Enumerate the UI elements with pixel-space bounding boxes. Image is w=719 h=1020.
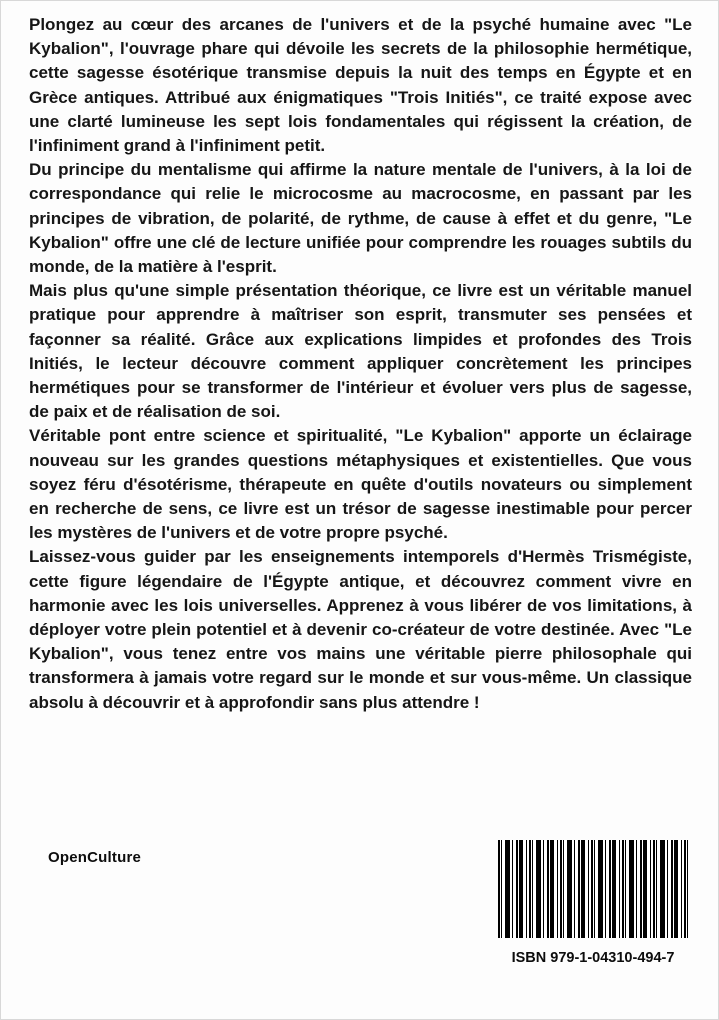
- synopsis-paragraph-1: Plongez au cœur des arcanes de l'univers et de la psyché humaine avec "Le Kybalion", l'ouvrage phare qui dévoile les secrets de la philosophie hermétique, cette sagesse ésotérique transmise depuis la nuit des temps en Égypte et en Grèce antiques. Attribué aux énigmatiques "Trois Initiés", ce traité expose avec une clarté lumineuse les sept lois fondamentales qui régissent la création, de l'infiniment grand à l'infiniment petit.: [29, 15, 692, 156]
- synopsis-text-block: [29, 13, 692, 715]
- synopsis-paragraph-5: Laissez-vous guider par les enseignements intemporels d'Hermès Trismégiste, cette figure légendaire de l'Égypte antique, et découvrez comment vivre en harmonie avec les lois universelles. Apprenez à vous libérer de vos limitations, à déployer votre plein potentiel et à devenir co-créateur de votre destinée. Avec "Le Kybalion", vous tenez entre vos mains une véritable pierre philosophale qui transformera à jamais votre regard sur le monde et sur vous-même. Un classique absolu à découvrir et à approfondir sans plus attendre !: [29, 547, 692, 712]
- barcode: [498, 840, 688, 938]
- synopsis-paragraph-3: Mais plus qu'une simple présentation théorique, ce livre est un véritable manuel pratique pour apprendre à maîtriser son esprit, transmuter ses pensées et façonner sa réalité. Grâce aux explications limpides et profondes des Trois Initiés, le lecteur découvre comment appliquer concrètement les principes hermétiques pour se transformer de l'intérieur et évoluer vers plus de sagesse, de paix et de réalisation de soi.: [29, 281, 692, 422]
- synopsis-paragraph-2: Du principe du mentalisme qui affirme la nature mentale de l'univers, à la loi de correspondance qui relie le microcosme au macrocosme, en passant par les principes de vibration, de polarité, de rythme, de cause à effet et du genre, "Le Kybalion" offre une clé de lecture unifiée pour comprendre les rouages subtils du monde, de la matière à l'esprit.: [29, 160, 692, 277]
- isbn-text: ISBN 979-1-04310-494-7: [511, 950, 675, 966]
- synopsis-paragraph-4: Véritable pont entre science et spiritualité, "Le Kybalion" apporte un éclairage nouveau sur les grandes questions métaphysiques et existentielles. Que vous soyez féru d'ésotérisme, thérapeute en quête d'outils novateurs ou simplement en recherche de sens, ce livre est un trésor de sagesse inestimable pour percer les mystères de l'univers et de votre propre psyché.: [29, 426, 692, 543]
- publisher-logo-culture: Culture: [87, 849, 142, 866]
- barcode-area: [498, 840, 688, 966]
- publisher-logo: [48, 849, 141, 866]
- publisher-logo-open: Open: [48, 849, 88, 866]
